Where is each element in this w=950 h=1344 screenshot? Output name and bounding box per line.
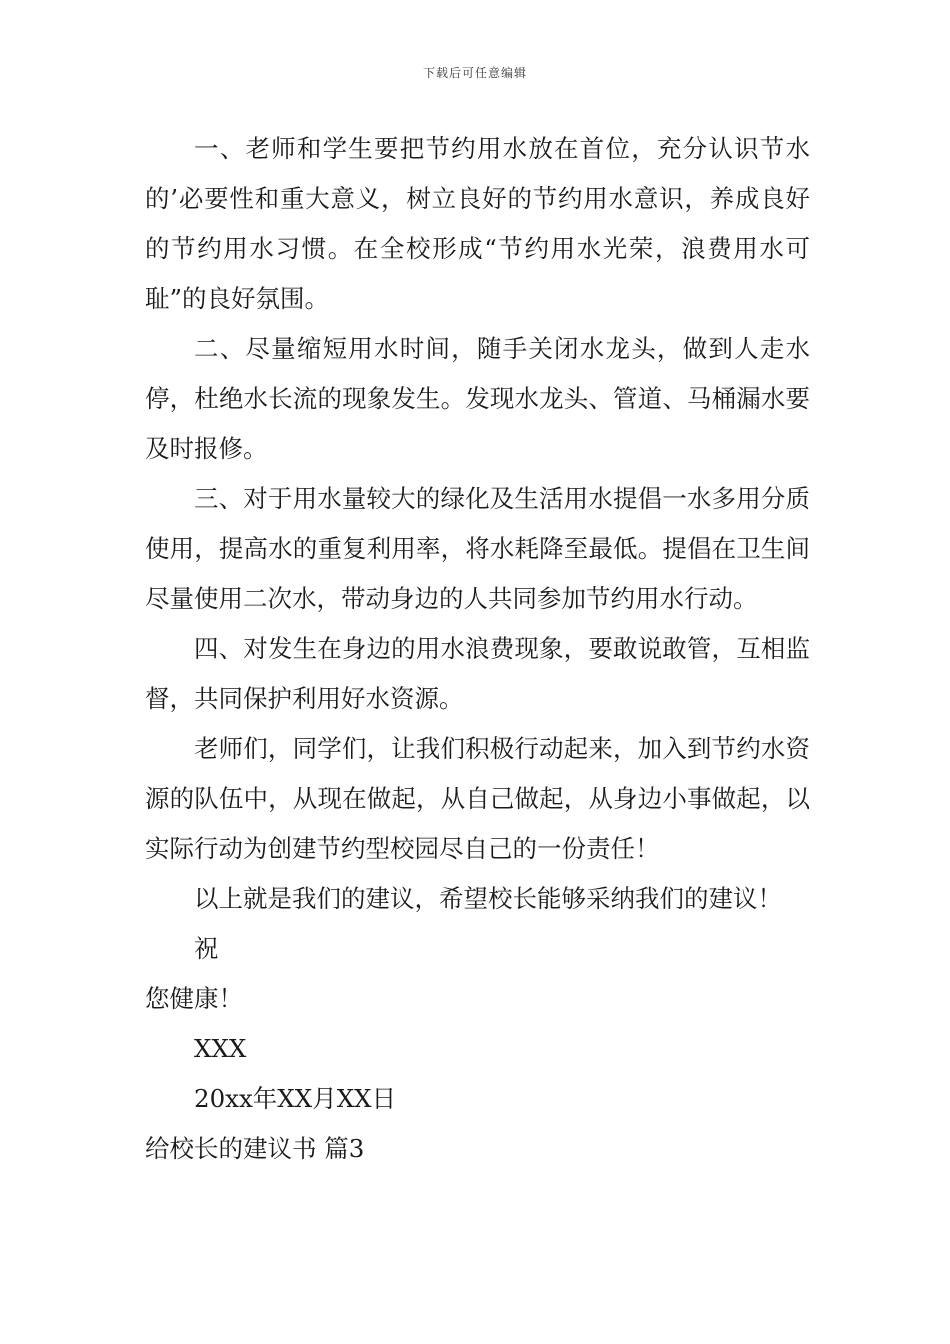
letter-body	[145, 124, 810, 1174]
paragraph-5: 老师们，同学们，让我们积极行动起来，加入到节约水资源的队伍中，从现在做起，从自己做起，从身边小事做起，以实际行动为创建节约型校园尽自己的一份责任！	[145, 734, 810, 863]
closing-wish: 祝	[194, 934, 219, 963]
signature: XXX	[194, 1034, 247, 1063]
date: 20xx年XX月XX日	[194, 1084, 397, 1113]
page-header: 下载后可任意编辑	[422, 66, 527, 80]
paragraph-4: 四、对发生在身边的用水浪费现象，要敢说敢管，互相监督，共同保护利用好水资源。	[145, 634, 810, 713]
paragraph-3: 三、对于用水量较大的绿化及生活用水提倡一水多用分质使用，提高水的重复利用率，将水耗降至最低。提倡在卫生间尽量使用二次水，带动身边的人共同参加节约用水行动。	[145, 484, 810, 613]
paragraph-2: 二、尽量缩短用水时间，随手关闭水龙头，做到人走水停，杜绝水长流的现象发生。发现水龙头、管道、马桶漏水要及时报修。	[145, 334, 810, 463]
closing-health: 您健康！	[145, 984, 243, 1013]
paragraph-6: 以上就是我们的建议，希望校长能够采纳我们的建议！	[194, 884, 782, 913]
paragraph-1: 一、老师和学生要把节约用水放在首位，充分认识节水的’必要性和重大意义，树立良好的节约用水意识，养成良好的节约用水习惯。在全校形成“节约用水光荣，浪费用水可耻”的良好氛围。	[145, 134, 810, 313]
next-section-title: 给校长的建议书 篇3	[145, 1134, 365, 1163]
